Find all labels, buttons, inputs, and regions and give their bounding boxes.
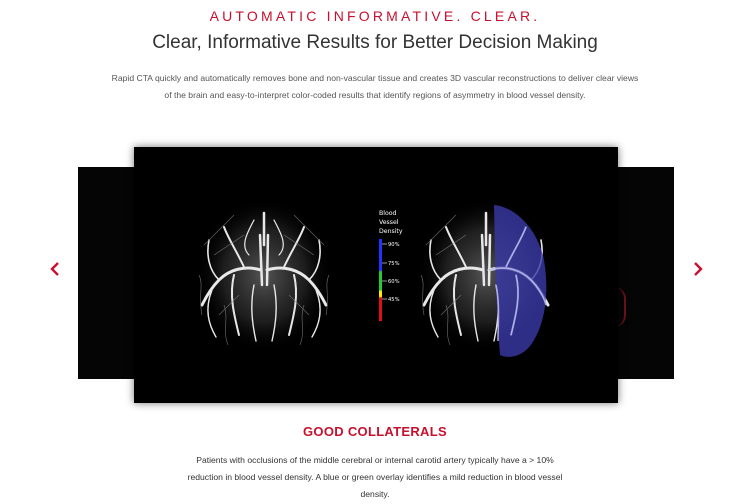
image-carousel[interactable] xyxy=(0,145,750,405)
legend-title-line-2: Vessel xyxy=(379,219,399,226)
carousel-next-button[interactable] xyxy=(688,257,708,281)
section-title: GOOD COLLATERALS xyxy=(303,424,447,439)
section-description: Patients with occlusions of the middle cerebral or internal carotid artery typically have a > 10% reduction in blood vessel density. A blue or green overlay identifies a mild reduction in blood vessel density. xyxy=(187,455,563,499)
legend-tick-60: 60% xyxy=(388,279,400,285)
cta-scan-image xyxy=(134,147,618,403)
legend-tick-45: 45% xyxy=(388,297,400,303)
carousel-prev-button[interactable] xyxy=(45,257,65,281)
active-slide xyxy=(134,147,618,403)
eyebrow-tagline: AUTOMATIC INFORMATIVE. CLEAR. xyxy=(209,8,541,24)
legend-title-line-3: Density xyxy=(379,228,403,235)
chevron-left-icon xyxy=(50,262,60,276)
legend-color-bar xyxy=(379,239,382,321)
density-legend xyxy=(379,210,403,321)
intro-paragraph: Rapid CTA quickly and automatically removes bone and non-vascular tissue and creates 3D vascular reconstructions to deliver clear views of the brain and easy-to-interpret color-coded results that identify regions of asymmetry in blood vessel density. xyxy=(111,73,639,100)
legend-tick-90: 90% xyxy=(388,242,400,248)
brain-scan-right xyxy=(418,197,554,357)
legend-tick-75: 75% xyxy=(388,261,400,267)
brain-scan-left xyxy=(196,197,332,353)
legend-title-line-1: Blood xyxy=(379,210,397,217)
chevron-right-icon xyxy=(693,262,703,276)
page-headline: Clear, Informative Results for Better Decision Making xyxy=(152,32,598,53)
